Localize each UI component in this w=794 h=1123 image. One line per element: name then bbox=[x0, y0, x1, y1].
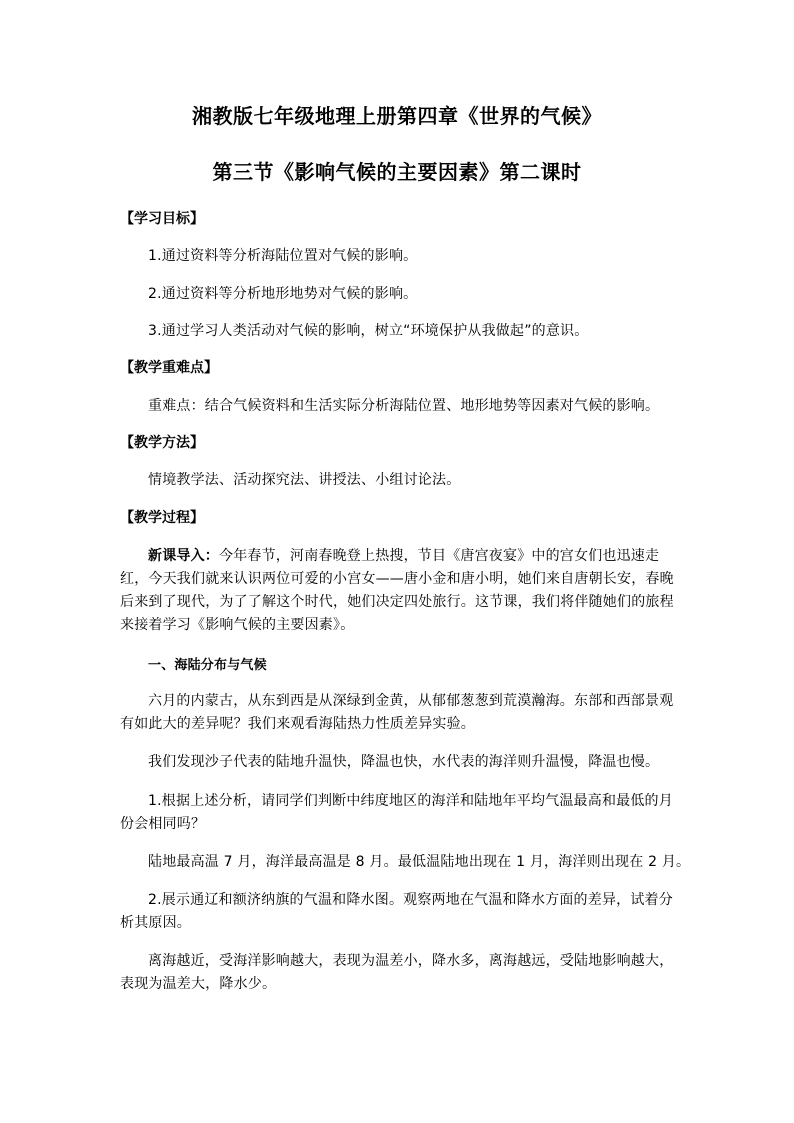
document-subtitle: 第三节《影响气候的主要因素》第二课时 bbox=[212, 160, 582, 184]
paragraph-4: 陆地最高温 7 月，海洋最高温是 8 月。最低温陆地出现在 1 月，海洋则出现在 2 月。 bbox=[148, 854, 691, 870]
paragraph-5: 2.展示通辽和额济纳旗的气温和降水图。观察两地在气温和降水方面的差异，试着分析其原因。 bbox=[120, 892, 673, 931]
document-title: 湘教版七年级地理上册第四章《世界的气候》 bbox=[192, 104, 602, 128]
section-heading-keypoints: 【教学重难点】 bbox=[120, 360, 218, 376]
part1-title: 一、海陆分布与气候 bbox=[148, 658, 267, 673]
paragraph-6: 离海越近，受海洋影响越大，表现为温差小，降水多，离海越远，受陆地影响越大，表现为温差大，降水少。 bbox=[120, 953, 674, 992]
paragraph-2: 我们发现沙子代表的陆地升温快，降温也快，水代表的海洋则升温慢，降温也慢。 bbox=[148, 754, 660, 770]
paragraph-3: 1.根据上述分析，请同学们判断中纬度地区的海洋和陆地年平均气温最高和最低的月份会相同吗？ bbox=[120, 793, 673, 832]
goal-item-1: 1.通过资料等分析海陆位置对气候的影响。 bbox=[148, 248, 418, 264]
paragraph-1: 六月的内蒙古，从东到西是从深绿到金黄，从郁郁葱葱到荒漠瀚海。东部和西部景观有如此大的差异呢？我们来观看海陆热力性质差异实验。 bbox=[120, 693, 674, 732]
section-heading-methods: 【教学方法】 bbox=[120, 435, 204, 451]
goal-item-3: 3.通过学习人类活动对气候的影响，树立“环境保护从我做起”的意识。 bbox=[148, 323, 589, 339]
methods-text: 情境教学法、活动探究法、讲授法、小组讨论法。 bbox=[148, 472, 461, 488]
section-heading-process: 【教学过程】 bbox=[120, 510, 204, 526]
intro-paragraph bbox=[120, 545, 676, 637]
intro-label: 新课导入： bbox=[148, 548, 219, 564]
keypoints-text: 重难点：结合气候资料和生活实际分析海陆位置、地形地势等因素对气候的影响。 bbox=[148, 398, 660, 414]
section-heading-goals: 【学习目标】 bbox=[120, 211, 204, 227]
goal-item-2: 2.通过资料等分析地形地势对气候的影响。 bbox=[148, 286, 418, 302]
intro-text: 今年春节，河南春晚登上热搜，节目《唐宫夜宴》中的宫女们也迅速走红，今天我们就来认识两位可爱的小宫女——唐小金和唐小明，她们来自唐朝长安，春晚后来到了现代，为了了解这个时代，她们决定四处旅行。这节课，我们将伴随她们的旅程来接着学习《影响气候的主要因素》。 bbox=[120, 548, 674, 633]
